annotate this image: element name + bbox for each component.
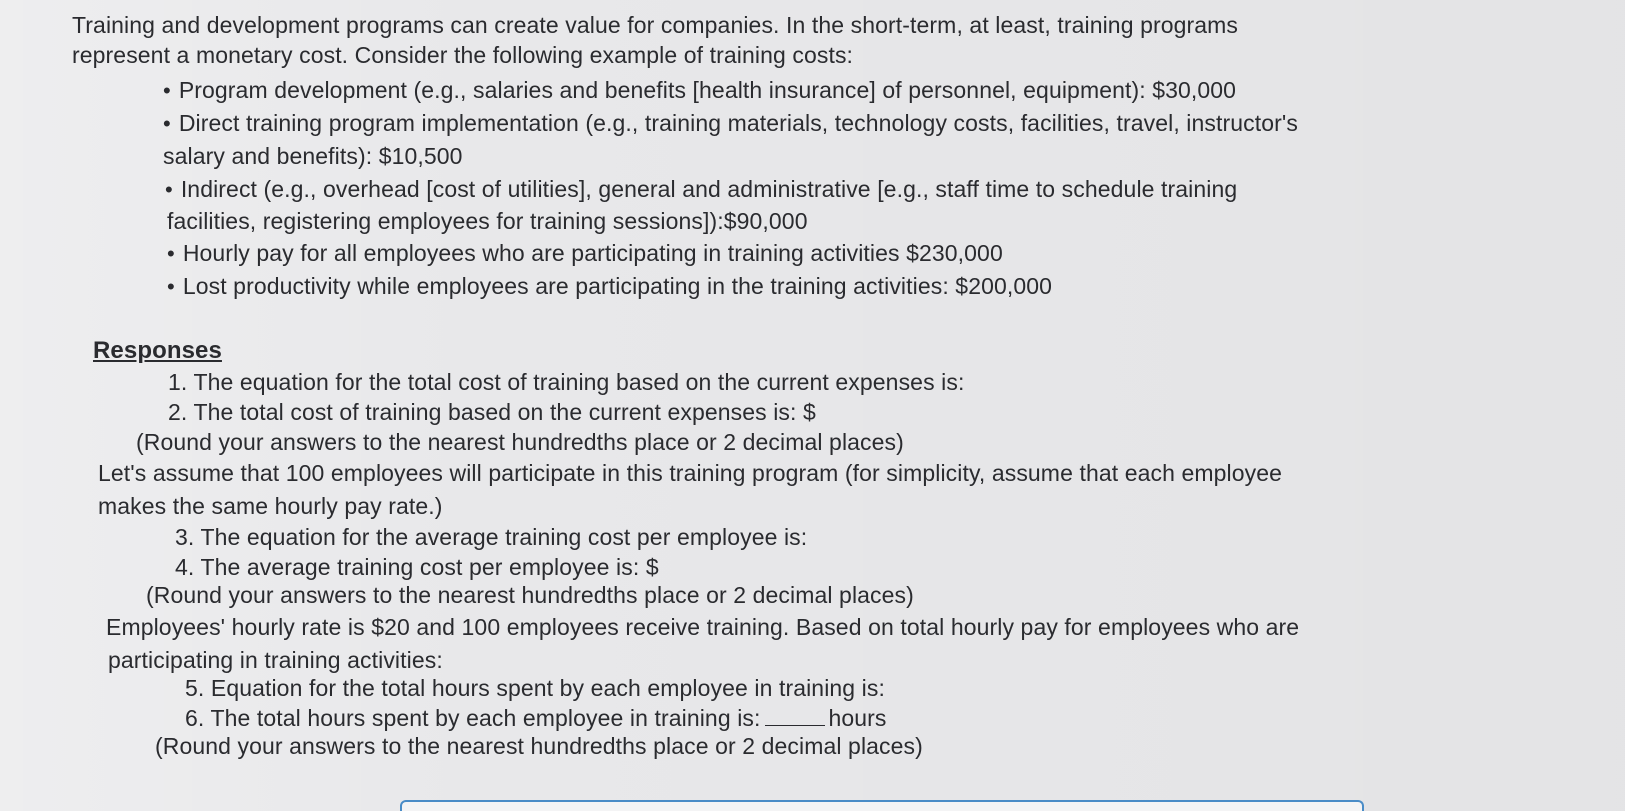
rounding-note-1: (Round your answers to the nearest hundredths place or 2 decimal places) xyxy=(136,429,904,455)
assumption-line-1: Let's assume that 100 employees will participate in this training program (for simplicity, assume that each employee xyxy=(98,460,1282,486)
question-5: 5. Equation for the total hours spent by each employee in training is: xyxy=(185,675,885,701)
question-6-unit: hours xyxy=(828,705,887,731)
intro-line-2: represent a monetary cost. Consider the following example of training costs: xyxy=(72,42,854,68)
cost-item-direct-training: • Direct training program implementation (e.g., training materials, technology costs, facilities, travel, instructor's xyxy=(163,108,1298,139)
question-6 xyxy=(185,703,887,733)
cost-item-lost-productivity: • Lost productivity while employees are participating in the training activities: $200,000 xyxy=(167,271,1052,302)
question-6-text: 6. The total hours spent by each employee in training is: xyxy=(185,705,761,731)
rounding-note-3: (Round your answers to the nearest hundredths place or 2 decimal places) xyxy=(155,733,923,759)
cost-item-indirect: • Indirect (e.g., overhead [cost of utilities], general and administrative [e.g., staff time to schedule training xyxy=(165,174,1237,205)
answer-blank[interactable] xyxy=(765,705,825,726)
responses-heading: Responses xyxy=(93,337,222,364)
hourly-rate-line-1: Employees' hourly rate is $20 and 100 employees receive training. Based on total hourly pay for employees who are xyxy=(106,614,1300,640)
question-4: 4. The average training cost per employee is: $ xyxy=(175,554,659,580)
cost-item-program-development: • Program development (e.g., salaries and benefits [health insurance] of personnel, equipment): $30,000 xyxy=(163,75,1236,106)
intro-line-1: Training and development programs can create value for companies. In the short-term, at least, training programs xyxy=(72,12,1239,38)
cost-item-hourly-pay: • Hourly pay for all employees who are participating in training activities $230,000 xyxy=(167,238,1003,269)
answer-input-box[interactable] xyxy=(400,800,1364,811)
hourly-rate-line-2: participating in training activities: xyxy=(108,647,443,673)
rounding-note-2: (Round your answers to the nearest hundredths place or 2 decimal places) xyxy=(146,582,914,608)
question-1: 1. The equation for the total cost of training based on the current expenses is: xyxy=(168,369,965,395)
cost-item-indirect-cont: facilities, registering employees for training sessions]):$90,000 xyxy=(167,208,808,234)
cost-item-direct-training-cont: salary and benefits): $10,500 xyxy=(163,143,463,169)
question-2: 2. The total cost of training based on the current expenses is: $ xyxy=(168,399,816,425)
assumption-line-2: makes the same hourly pay rate.) xyxy=(98,493,443,519)
question-3: 3. The equation for the average training cost per employee is: xyxy=(175,524,808,550)
